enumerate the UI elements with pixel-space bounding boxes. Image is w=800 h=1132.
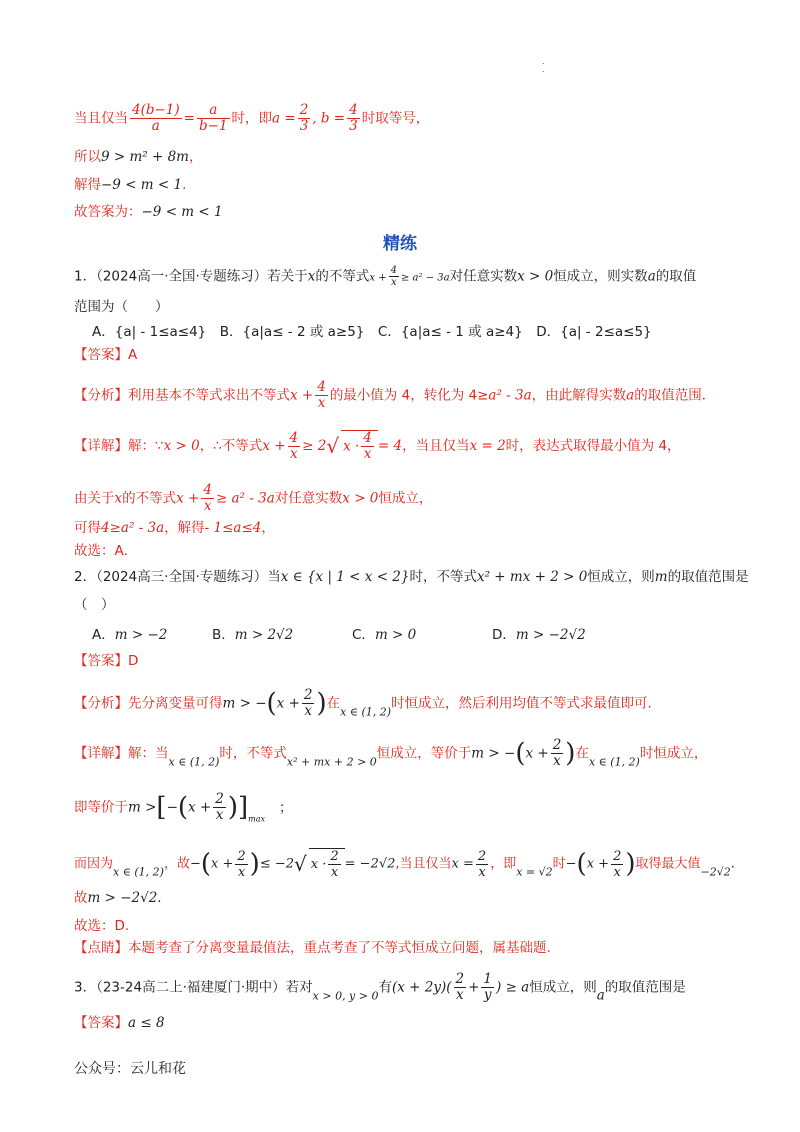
text: ，由此解得实数 — [531, 387, 627, 404]
text: 2．（2024高三·全国·专题练习）当 — [74, 569, 281, 585]
fraction: $\frac{2}{x}$ — [455, 971, 465, 1003]
text: 的不等式 — [315, 268, 370, 285]
math: ≥ 2 — [302, 438, 327, 454]
math: a = — [272, 110, 296, 127]
text: 所以 — [74, 149, 101, 165]
q1-detail-line2 — [74, 483, 432, 514]
math: x + — [176, 490, 200, 507]
radicand: x · $\frac{2}{x}$ — [309, 848, 345, 880]
q2-option-b: B．m > 2√2 — [212, 627, 294, 643]
q3-answer: 【答案】a ≤ 8 — [74, 1015, 165, 1031]
fraction: $\frac{2}{x}$ — [215, 791, 224, 823]
fraction: $\frac{a}{b-1}$ — [198, 102, 228, 134]
fraction: $\frac{2}{x}$ — [552, 737, 562, 769]
math: x — [114, 490, 123, 507]
fraction: $\frac{2}{x}$ — [613, 848, 622, 880]
text: 解得 — [74, 177, 101, 193]
math: x — [307, 268, 316, 285]
q2-analysis: 【分析】先分离变量可得m > −(x + $\frac{2}{x}$ )在$_{x \in (1, 2)}$时恒成立，然后利用均值不等式求最值即可. — [74, 687, 652, 719]
text: 而因为 — [74, 856, 114, 872]
math: x + — [290, 387, 314, 404]
text: ，∴不等式 — [199, 438, 263, 454]
q1-stem-line1 — [74, 265, 696, 289]
fraction: $\frac{4}{x}$ — [363, 430, 372, 462]
text: 的取值范围． — [634, 387, 716, 404]
q2-option-c: C．m > 0 — [352, 627, 417, 643]
text: 的取值 — [655, 268, 697, 285]
math: - 1≤a≤4 — [204, 520, 262, 536]
q2-choose: 故选：D. — [74, 918, 130, 934]
fraction: $\frac{4}{x}$ — [317, 379, 326, 411]
fraction: $\frac{2}{3}$ — [299, 102, 309, 134]
q1-options: A．{a| - 1≤a≤4} B．{a|a≤ - 2 或 a≥5} C．{a|a≤ - 1 或 a≥4} D．{a| - 2≤a≤5} — [92, 324, 652, 340]
text: 在 — [575, 745, 589, 762]
fraction: $\frac{2}{x}$ — [237, 848, 246, 880]
math: , b = — [312, 110, 346, 127]
q2-option-d: D．m > −2√2 — [492, 627, 586, 643]
q2-detail-line1: 【详解】解：当$_{x \in (1, 2)}$时，不等式$_{x^2 + mx + 2 > 0}$恒成立，等价于m > −(x + $\frac{2}{x}$ )在$_{x \in (1, 2)}$时恒成立， — [74, 737, 708, 769]
math: −9 < m < 1 — [101, 177, 183, 193]
text: 【分析】先分离变量可得 — [74, 695, 223, 712]
q1-analysis — [74, 380, 715, 411]
q1-choose: 故选：A． — [74, 543, 138, 559]
text: 【详解】解：当 — [74, 745, 169, 762]
math: m > − — [471, 745, 516, 762]
fraction: $\frac{4}{x}$ — [289, 429, 299, 462]
math: m > − — [222, 695, 267, 712]
text: 恒成立，等价于 — [376, 745, 472, 762]
text: 当且仅当 — [74, 110, 128, 127]
q1-stem-line2: 范围为（ ） — [74, 299, 169, 315]
header-mark: . . — [542, 57, 545, 74]
q3-stem: 3．（23-24高二上·福建厦门·期中）若对$_{x > 0, y > 0}$有(x + 2y)( $\frac{2}{x}$ + $\frac{1}{y}$ ) ≥ a恒成立，则a的取值范围是 — [74, 971, 686, 1004]
answer-line — [74, 202, 223, 222]
text: 时取等号， — [361, 110, 430, 127]
radical-sign: √ — [294, 852, 307, 876]
text: 时，即 — [231, 110, 273, 127]
math: = 4 — [377, 438, 403, 454]
math: a — [626, 387, 635, 404]
q2-answer: 【答案】D — [74, 653, 139, 669]
math: −9 < m < 1 — [141, 204, 223, 220]
section-title: 精练 — [383, 234, 417, 254]
radical-sign: √ — [326, 434, 340, 458]
math: x = 2 — [469, 438, 506, 454]
fraction: $\frac{2}{x}$ — [303, 687, 313, 719]
text: 【分析】利用基本不等式求出不等式 — [74, 387, 290, 404]
fraction: $\frac{4}{x}$ — [203, 482, 212, 514]
math: x ∈ (1, 2) — [340, 705, 392, 719]
fraction: $\frac{2}{x}$ — [477, 848, 487, 880]
math: a² - 3a — [488, 387, 532, 404]
math: x² + mx + 2 > 0 — [286, 755, 377, 769]
solve-line — [74, 175, 186, 195]
math: x > 0 — [342, 490, 379, 507]
fraction: $\frac{1}{y}$ — [483, 971, 493, 1003]
equality-condition-line — [74, 103, 429, 134]
q1-detail-line3 — [74, 518, 275, 538]
math: x > 0 — [163, 438, 200, 454]
fraction: $\frac{4}{3}$ — [349, 102, 358, 134]
text: 故答案为： — [74, 204, 142, 220]
text: 即等价于 — [74, 799, 128, 816]
text: 的最小值为 4，转化为 4≥ — [329, 387, 489, 404]
text: 时恒成立， — [639, 745, 708, 762]
text: 对任意实数 — [449, 268, 518, 285]
math: x ∈ {x | 1 < x < 2} — [280, 569, 410, 585]
text: . — [182, 177, 187, 193]
q2-detail-line4: 故m > −2√2. — [74, 890, 162, 906]
math: x + — [262, 438, 286, 454]
radicand: x · $\frac{4}{x}$ — [341, 430, 378, 462]
math: ≥ a² - 3a — [215, 490, 275, 507]
text: 可得 — [74, 520, 101, 536]
text: 恒成立， — [378, 490, 433, 507]
text: 恒成立，则 — [587, 569, 655, 585]
q2-stem-line2: （ ） — [74, 597, 115, 613]
text: 由关于 — [74, 490, 115, 507]
math: m — [654, 569, 668, 585]
q2-stem-line1 — [74, 567, 749, 587]
math: x² + mx + 2 > 0 — [476, 569, 588, 585]
math: 9 > m² + 8m — [101, 149, 189, 165]
q1-answer: 【答案】A — [74, 347, 138, 363]
math: = — [183, 110, 195, 127]
text: 【详解】解：∵ — [74, 438, 164, 454]
q2-option-a: A．m > −2 — [92, 627, 168, 643]
text: 对任意实数 — [274, 490, 343, 507]
math: x ∈ (1, 2) — [168, 755, 220, 769]
math: x ∈ (1, 2) — [588, 755, 640, 769]
so-line — [74, 147, 202, 167]
footer-account: 公众号：云儿和花 — [74, 1061, 186, 1077]
text: 的不等式 — [122, 490, 177, 507]
text: 恒成立，则实数 — [553, 268, 648, 285]
math: ≥ a² − 3a — [400, 272, 450, 284]
text: 时，不等式 — [409, 569, 477, 585]
q1-detail-line1 — [74, 430, 681, 462]
q2-point: 【点睛】本题考查了分离变量最值法，重点考查了不等式恒成立问题，属基础题. — [74, 940, 551, 956]
math: x + — [369, 272, 387, 284]
text: 的取值范围是 — [667, 569, 749, 585]
text: ，解得 — [164, 520, 205, 536]
fraction: $\frac{4(b-1)}{a}$ — [132, 102, 180, 134]
text: 时恒成立，然后利用均值不等式求最值即可. — [391, 695, 652, 712]
q2-detail-line2: 即等价于m >[−(x + $\frac{2}{x}$ )]$_{max}$； — [74, 791, 293, 824]
q2-detail-line3: 而因为$_{x \in (1, 2)}$，故−(x + $\frac{2}{x}$ )≤ −2√ x · $\frac{2}{x}$ = −2√2,当且仅当x = $\frac{2}{x}$ ，即$_{x = √2}$时−(x + $\frac{2}{x}$ )取得最大值$_{-2√2}$. — [74, 848, 735, 880]
fraction: $\frac{4}{x}$ — [390, 265, 397, 288]
math: m > — [128, 799, 157, 816]
text: 时，表达式取得最小值为 4， — [505, 438, 681, 454]
text: 时，不等式 — [219, 745, 287, 762]
math: x > 0 — [517, 268, 554, 285]
text: ， — [261, 520, 275, 536]
text: 在 — [326, 695, 341, 712]
text: ， — [188, 149, 203, 165]
text: ，当且仅当 — [402, 438, 470, 454]
math: 4≥a² - 3a — [101, 520, 165, 536]
text: 1．（2024高一·全国·专题练习）若关于 — [74, 268, 308, 285]
fraction: $\frac{2}{x}$ — [330, 849, 339, 880]
math: a — [647, 268, 656, 285]
